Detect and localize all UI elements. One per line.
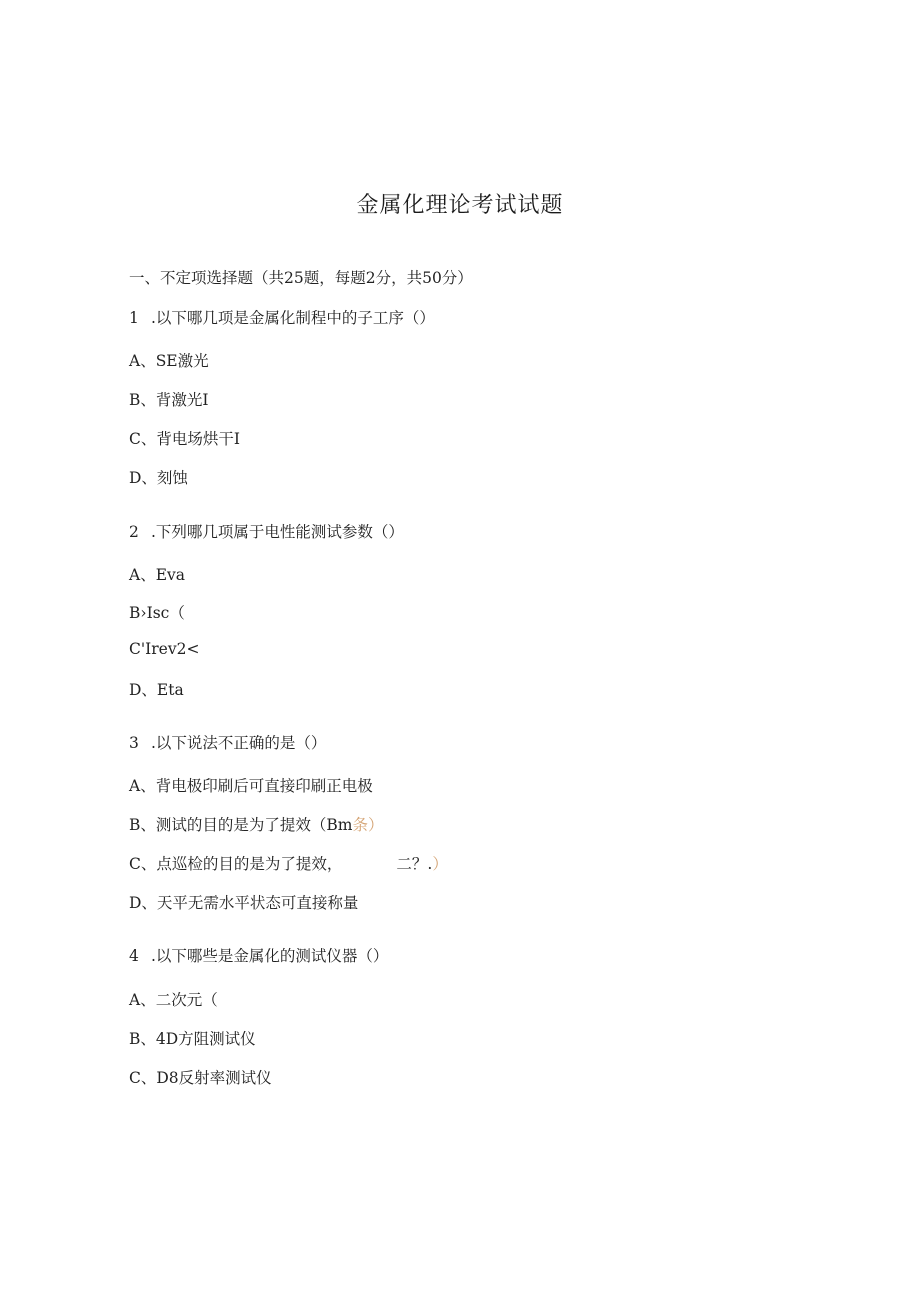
question-1-stem [129, 306, 435, 328]
option-tail-text: 二？. [396, 855, 433, 873]
section-heading: 一、不定项选择题（共25题，每题2分，共50分） [129, 269, 473, 287]
question-2-option-d: D、Eta [129, 681, 184, 699]
question-number: 3 [129, 734, 139, 752]
question-1-option-c: C、背电场烘干I [129, 430, 240, 448]
question-number: 4 [129, 947, 139, 965]
question-4-option-b: B、4D方阻测试仪 [129, 1030, 256, 1048]
question-2-option-a: A、Eva [129, 566, 186, 584]
question-text: .下列哪几项属于电性能测试参数（） [151, 523, 404, 541]
question-text: .以下哪些是金属化的测试仪器（） [151, 947, 389, 965]
question-1-option-d: D、刻蚀 [129, 469, 188, 487]
question-2-stem [129, 520, 404, 542]
question-2-option-b: B›Isc（ [129, 604, 185, 622]
option-faint-text: 条） [352, 816, 384, 834]
option-text: C、点巡检的目的是为了提效， [129, 855, 343, 873]
option-faint-text: ） [432, 855, 448, 873]
question-3-option-a: A、背电极印刷后可直接印刷正电极 [129, 777, 373, 795]
question-3-option-d: D、天平无需水平状态可直接称量 [129, 894, 359, 912]
question-3-option-b [129, 813, 384, 835]
question-text: .以下哪几项是金属化制程中的子工序（） [151, 309, 435, 327]
question-1-option-a: A、SE激光 [129, 352, 209, 370]
question-1-option-b: B、背激光I [129, 391, 209, 409]
option-text: B、测试的目的是为了提效（Bm [129, 816, 353, 834]
question-4-option-a: A、二次元（ [129, 991, 218, 1009]
page-title: 金属化理论考试试题 [356, 193, 564, 218]
question-number: 1 [129, 309, 139, 327]
question-3-option-c [129, 852, 448, 874]
question-4-stem [129, 944, 388, 966]
question-number: 2 [129, 523, 139, 541]
question-2-option-c: C'Irev2< [129, 640, 200, 658]
question-4-option-c: C、D8反射率测试仪 [129, 1069, 272, 1087]
question-3-stem [129, 731, 326, 753]
question-text: .以下说法不正确的是（） [151, 734, 327, 752]
